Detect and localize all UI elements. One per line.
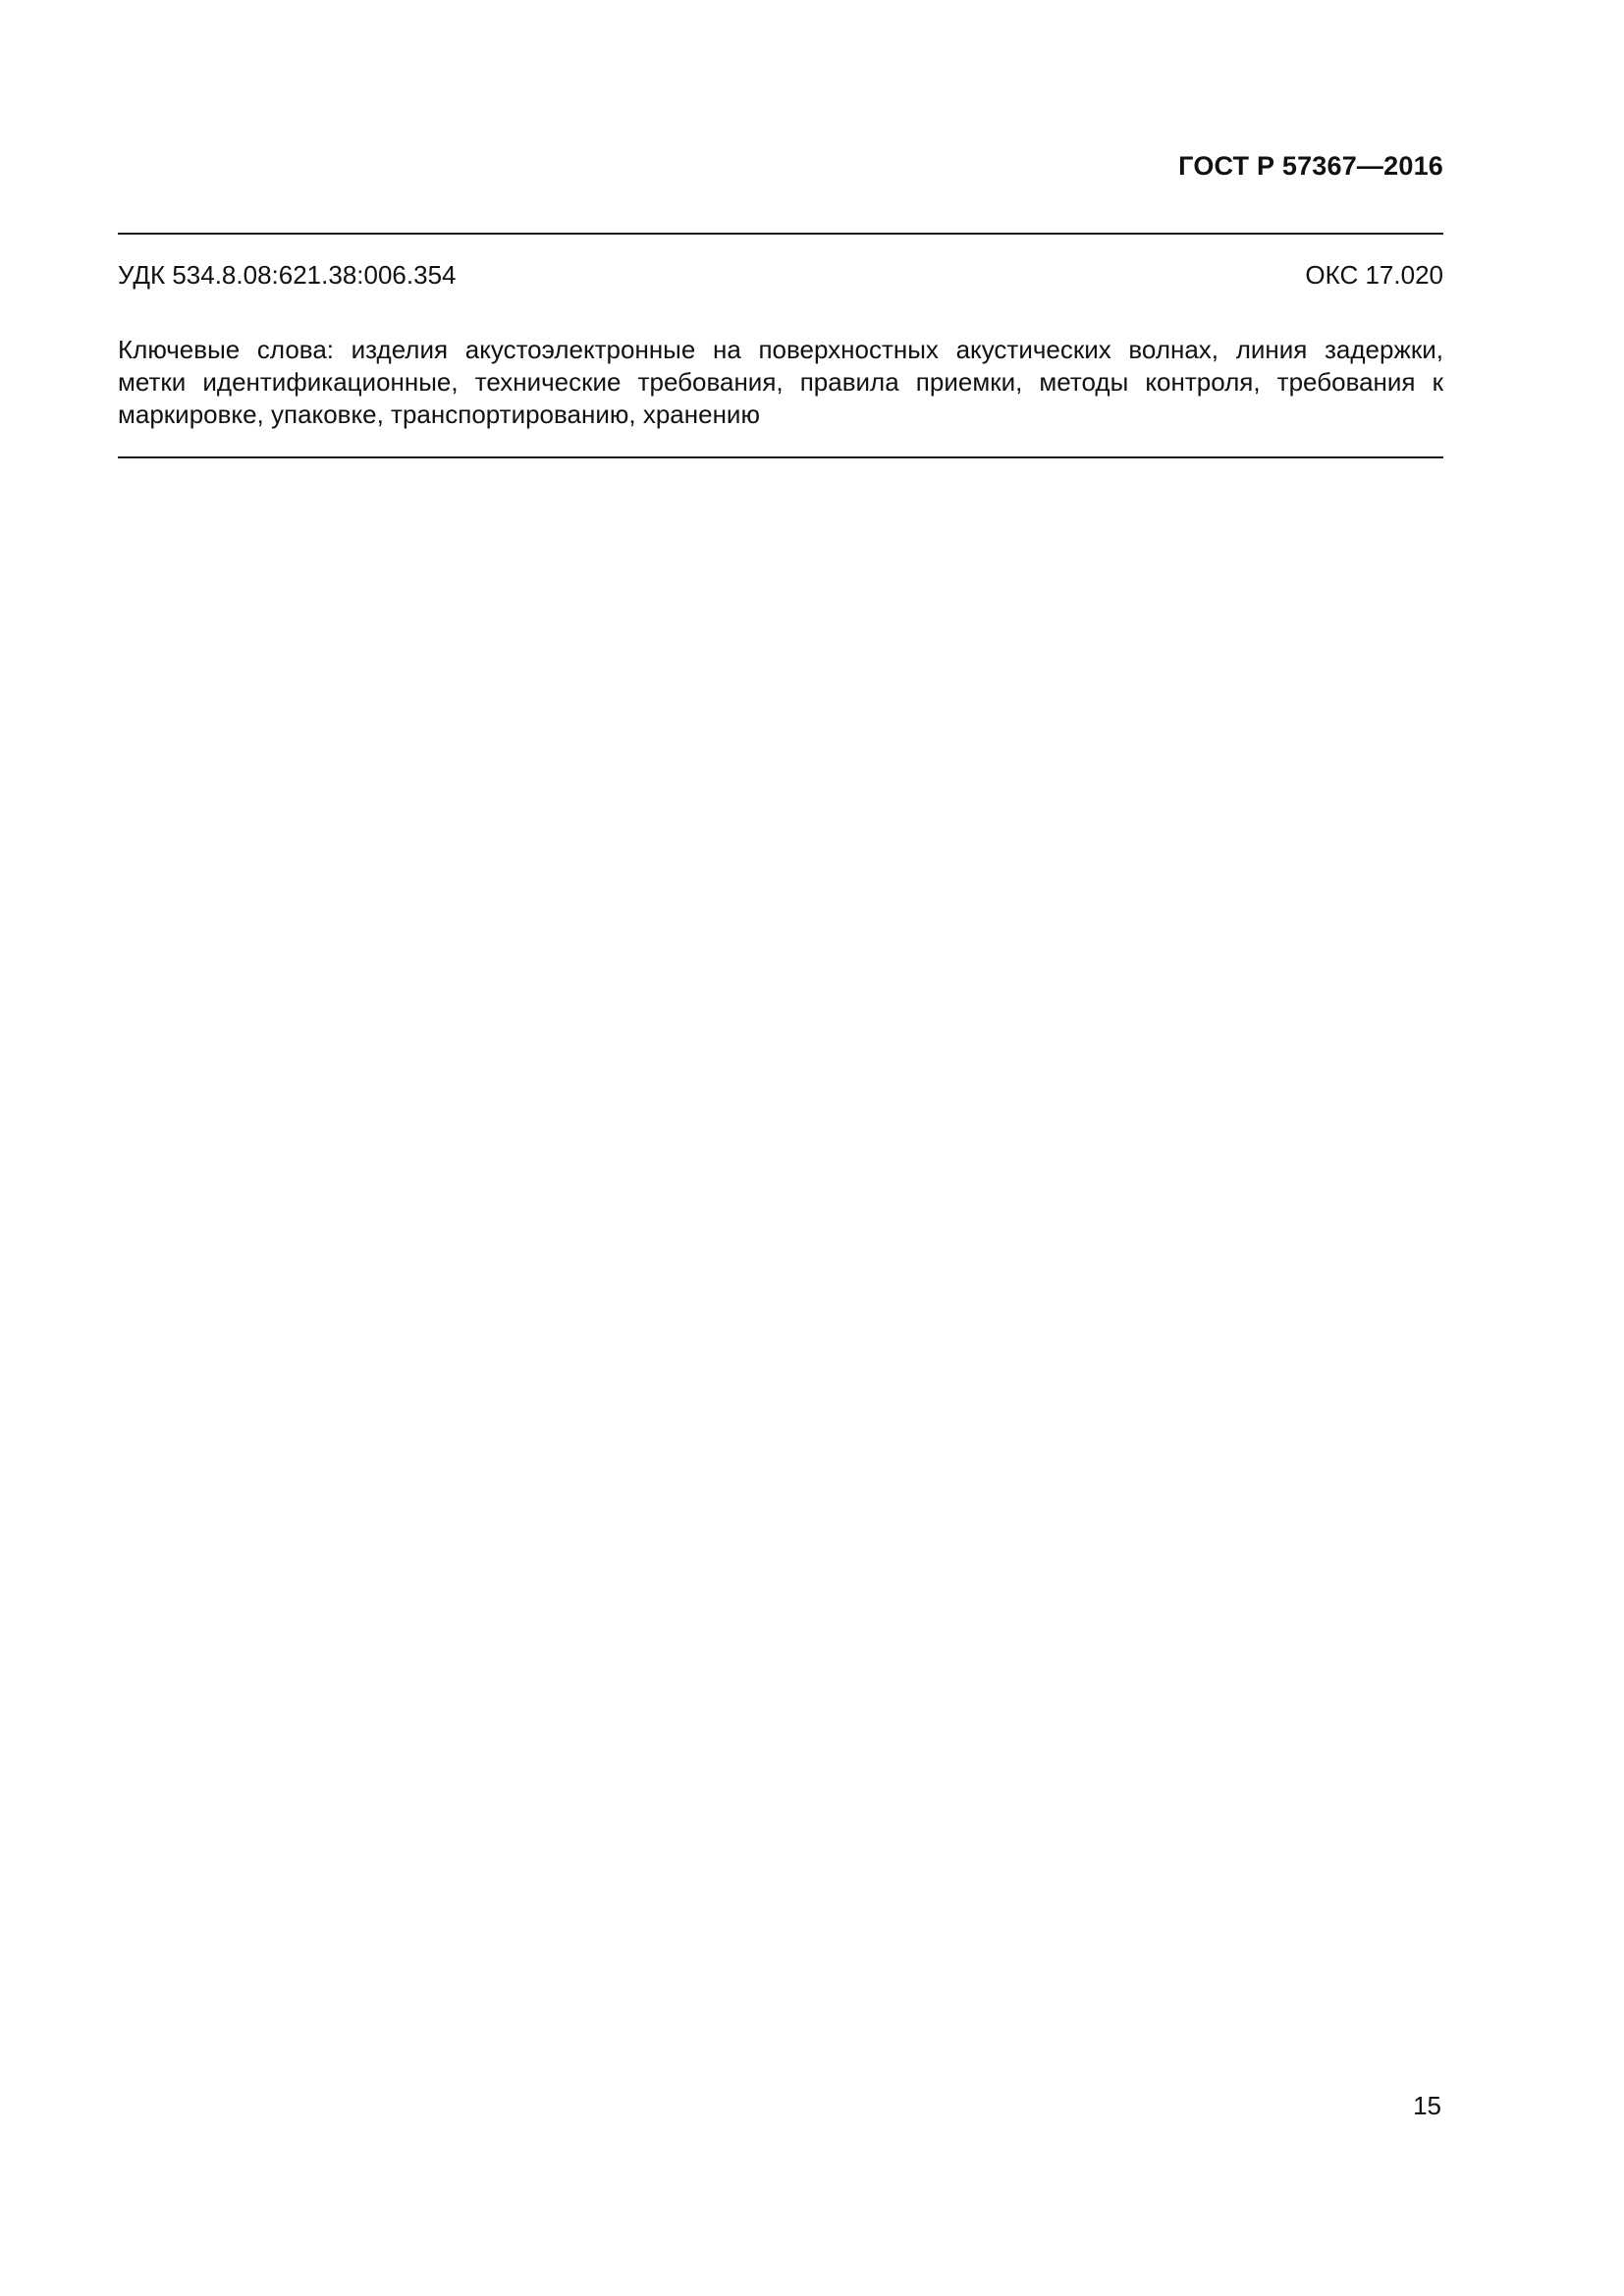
oks-code: ОКС 17.020 xyxy=(1305,260,1443,290)
top-divider xyxy=(118,233,1443,235)
keywords-line: маркировке, упаковке, транспортированию, хранению xyxy=(118,400,760,429)
bottom-divider xyxy=(118,456,1443,458)
keywords-line: метки идентификационные, технические требования, правила приемки, методы контроля, требования к xyxy=(118,367,1443,397)
standard-code: ГОСТ Р 57367—2016 xyxy=(1178,151,1443,181)
page-number: 15 xyxy=(1413,2091,1441,2120)
keywords-block xyxy=(118,334,1443,431)
udc-code: УДК 534.8.08:621.38:006.354 xyxy=(118,260,457,290)
keywords-line: Ключевые слова: изделия акустоэлектронные на поверхностных акустических волнах, линия задержки, xyxy=(118,335,1443,364)
